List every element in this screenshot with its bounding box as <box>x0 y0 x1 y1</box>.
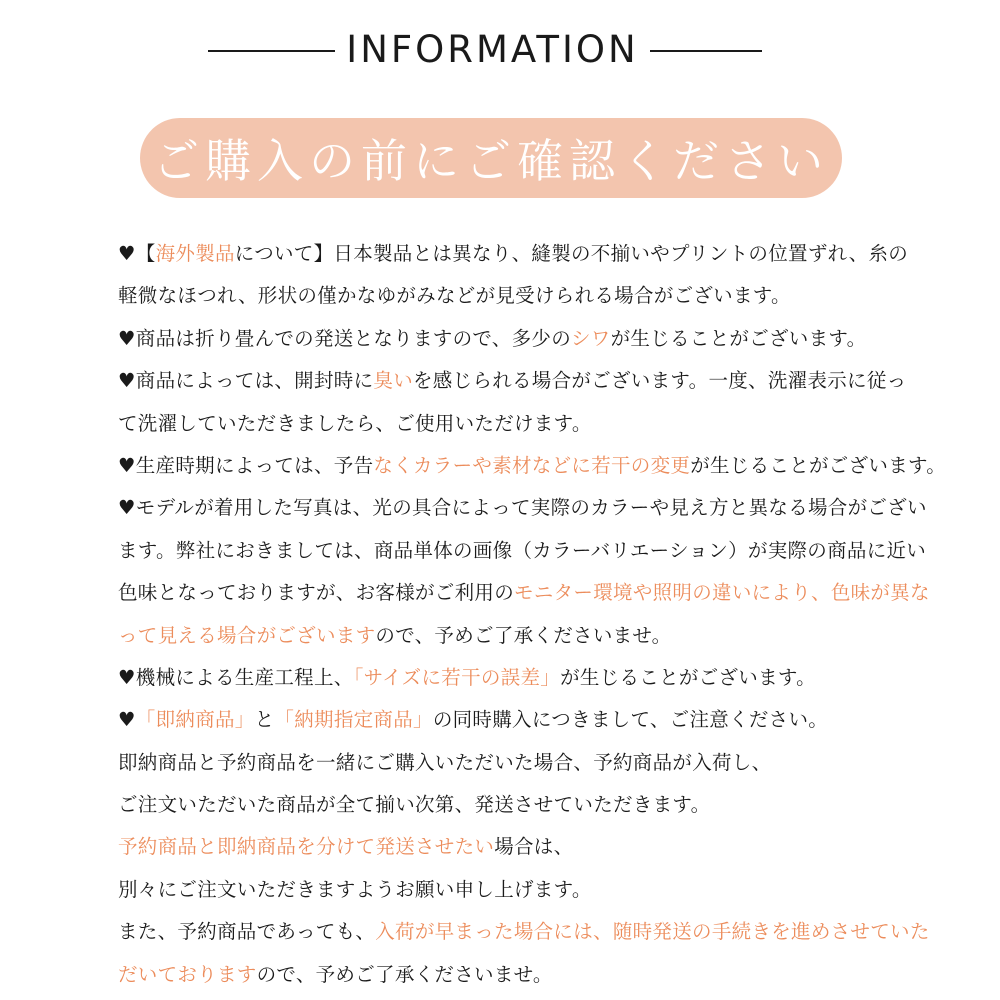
notice-line <box>118 657 898 699</box>
notice-line <box>118 742 898 784</box>
notice-line <box>118 954 898 996</box>
body-text: ます。弊社におきましては、商品単体の画像（カラーバリエーション）が実際の商品に近い <box>118 538 927 562</box>
notice-line <box>118 615 898 657</box>
header-title: INFORMATION <box>346 28 639 71</box>
body-text: と <box>254 708 275 732</box>
body-text: 即納商品と予約商品を一緒にご購入いただいた場合、予約商品が入荷し、 <box>118 750 772 774</box>
body-text: が生じることがございます。 <box>560 665 816 689</box>
highlight-text: 予約商品と即納商品を分けて発送させたい <box>118 835 495 859</box>
body-text: が生じることがございます。 <box>610 326 867 350</box>
highlight-text: 「即納商品」 <box>135 708 255 732</box>
information-header <box>0 22 1000 78</box>
body-text: ので、予めご了承くださいませ。 <box>375 623 672 647</box>
highlight-text: だいております <box>118 962 257 986</box>
highlight-text: って見える場合がございます <box>118 623 376 647</box>
highlight-text: 臭い <box>373 369 413 393</box>
notice-line <box>118 403 898 445</box>
body-text: ♥モデルが着用した写真は、光の具合によって実際のカラーや見え方と異なる場合がござい <box>118 496 927 520</box>
notice-line <box>118 572 930 614</box>
body-text: について】日本製品とは異なり、縫製の不揃いやプリントの位置ずれ、糸の <box>234 242 908 265</box>
notice-line <box>118 487 927 529</box>
notice-line <box>118 784 898 826</box>
notice-body <box>118 233 947 996</box>
body-text: が生じることがございます。 <box>690 453 947 477</box>
body-text: て洗濯していただきましたら、ご使用いただけます。 <box>118 411 592 435</box>
body-text: を感じられる場合がございます。一度、洗濯表示に従っ <box>413 369 907 393</box>
highlight-text: シワ <box>571 326 611 350</box>
notice-banner <box>140 118 842 198</box>
body-text: の同時購入につきまして、ご注意ください。 <box>432 708 829 732</box>
body-text: 別々にご注文いただきますようお願い申し上げます。 <box>118 877 592 901</box>
notice-line <box>118 360 907 402</box>
body-text: ♥生産時期によっては、予告 <box>118 453 374 477</box>
highlight-text: 「納期指定商品」 <box>274 708 433 732</box>
body-text: ♥機械による生産工程上、 <box>118 665 354 689</box>
notice-line <box>118 530 927 572</box>
notice-line <box>118 233 908 275</box>
notice-line <box>118 275 898 317</box>
body-text: 軽微なほつれ、形状の僅かなゆがみなどが見受けられる場合がございます。 <box>118 284 791 308</box>
highlight-text: モニター環境や照明の違いにより、色味が異な <box>514 581 930 605</box>
header-rule-right <box>650 50 762 52</box>
body-text: ♥商品は折り畳んでの発送となりますので、多少の <box>118 326 571 350</box>
body-text: ♥ <box>118 708 136 732</box>
body-text: ので、予めご了承くださいませ。 <box>256 962 553 986</box>
highlight-text: 「サイズに若干の誤差」 <box>353 665 561 689</box>
highlight-text: なくカラーや素材などに若干の変更 <box>373 453 691 477</box>
notice-line <box>118 826 898 868</box>
body-text: 場合は、 <box>494 835 574 859</box>
body-text: ♥商品によっては、開封時に <box>118 369 374 393</box>
notice-line <box>118 911 930 953</box>
body-text: また、予約商品であっても、 <box>118 920 376 944</box>
banner-text: ご購入の前にご確認ください <box>153 134 829 188</box>
body-text: ご注文いただいた商品が全て揃い次第、発送させていただきます。 <box>118 793 711 817</box>
notice-line <box>118 318 898 360</box>
highlight-text: 入荷が早まった場合には、随時発送の手続きを進めさせていた <box>375 920 930 944</box>
header-rule-left <box>208 50 335 52</box>
notice-line <box>118 869 898 911</box>
notice-line <box>118 445 947 487</box>
notice-line <box>118 699 898 741</box>
highlight-text: 海外製品 <box>155 242 235 265</box>
body-text: 色味となっておりますが、お客様がご利用の <box>118 581 515 605</box>
body-text: ♥【 <box>118 242 156 265</box>
